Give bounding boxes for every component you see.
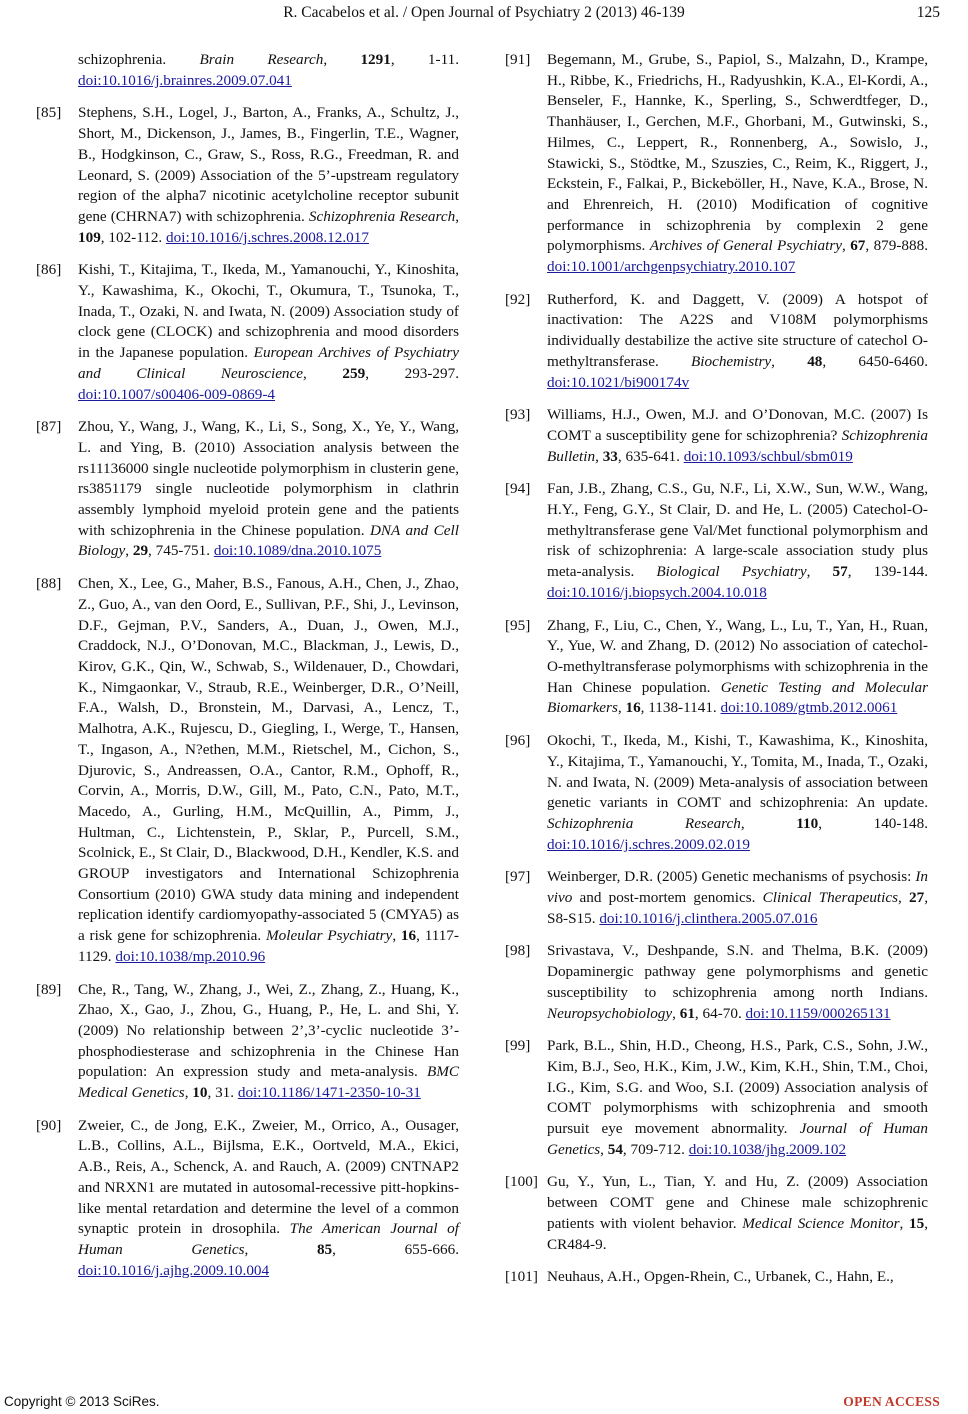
volume-number: 67 [850,237,866,255]
reference-entry [505,731,928,855]
reference-text: , [740,814,797,832]
reference-text: schizophrenia. [78,51,200,68]
reference-text: , 879-888. [865,237,929,255]
reference-text: Zhang, F., Liu, C., Chen, Y., Wang, L., Lu, T., Yan, H., Ruan, Y., Yue, W. and Zhang, D. (2012) No association of catechol-O-methyltransferase polymorphisms with schizophrenia in the Han Chinese population. [547,616,928,696]
reference-text: , [617,699,626,717]
volume-number: 57 [832,563,848,581]
reference-text: Srivastava, V., Deshpande, S.N. and Thelma, B.K. (2009) Dopaminergic pathway gene polymorphisms and genetic susceptibility to schizophrenia among north Indians. [547,942,928,1001]
reference-text: , 1-11. [390,51,459,68]
reference-entry [505,1036,928,1160]
reference-number: [101] [505,1268,538,1286]
doi-link[interactable]: doi:10.1021/bi900174v [547,373,690,391]
journal-title: BMC Medical Genetics [78,1063,459,1102]
doi-link[interactable]: doi:10.1089/gtmb.2012.0061 [720,699,898,717]
reference-entry [36,103,459,248]
volume-number: 33 [602,447,618,465]
reference-text: Park, B.L., Shin, H.D., Cheong, H.S., Park, C.S., Sohn, J.W., Kim, B.J., Seo, H.K., Kim, J.W., Kim, K.H., Shin, T.M., Choi, I.G., Kim, S.G. and Woo, S.I. (2009) Association analysis of COMT polymorphisms with schizophrenia and smooth pursuit eye movement abnormality. [547,1037,928,1138]
journal-title: Neuropsychobiology [547,1004,673,1022]
reference-number: [86] [36,261,62,279]
reference-number: [90] [36,1116,62,1134]
journal-title: Brain Research [199,51,324,68]
doi-link[interactable]: doi:10.1089/dna.2010.1075 [213,542,382,560]
journal-title: Genetic Testing and Molecular Biomarkers [547,678,928,717]
doi-link[interactable]: doi:10.1186/1471-2350-10-31 [237,1084,421,1102]
reference-text: , [600,1140,608,1158]
journal-title: Archives of General Psychiatry [649,237,842,255]
reference-text: and post-mortem genomics. [572,889,763,907]
reference-text: , [898,889,910,907]
reference-text: Rutherford, K. and Daggett, V. (2009) A hotspot of inactivation: The A22S and V108M polymorphisms individually destabilize the active site structure of catechol O-methyltransferase. [547,290,928,370]
volume-number: 48 [807,352,823,370]
reference-text: , 6450-6460. [822,352,929,370]
reference-entry [505,867,928,929]
journal-title: In vivo [547,868,928,907]
open-access-label: OPEN ACCESS [843,1394,940,1409]
reference-text: , [899,1214,910,1232]
doi-link[interactable]: doi:10.1159/000265131 [745,1004,891,1022]
reference-text: Begemann, M., Grube, S., Papiol, S., Malzahn, D., Krampe, H., Ribbe, K., Friedrichs, H., Radyushkin, K.A., El-Kordi, A., Benseler, F., Hannke, K., Sperling, S., Schwerdtfeger, D., Thanhäuser, I., Gerchen, M.F., Ghorbani, M., Gutwinski, S., Hilmes, C., Leppert, R., Ronnenberg, A., Sowislo, J., Stawicki, S., Stödtke, M., Szuszies, C., Reim, K., Riggert, J., Eckstein, F., Falkai, P., Bickeböller, H., Nave, K.A., Brose, N. and Ehrenreich, H. (2010) Modification of cognitive performance in schizophrenia by complexin 2 gene polymorphisms. [547,51,928,255]
reference-entry [36,574,459,967]
reference-entry [505,405,928,467]
doi-link[interactable]: doi:10.1038/jhg.2009.102 [688,1140,847,1158]
reference-text: Kishi, T., Kitajima, T., Ikeda, M., Yamanouchi, Y., Kinoshita, Y., Kawashima, K., Okochi, T., Okumura, T., Tsunoka, T., Inada, T., Ozaki, N. and Iwata, N. (2009) Association study of clock gene (CLOCK) and schizophrenia and mood disorders in the Japanese population. [78,261,459,362]
reference-text: , [303,364,343,382]
reference-text: Stephens, S.H., Logel, J., Barton, A., Franks, A., Schultz, J., Short, M., Dickenson, J., James, B., Fingerlin, T.E., Wagner, B., Hodgkinson, C., Graw, S., Ross, R.G., Freedman, R. and Leonard, S. (2009) Association of the 5’-upstream regulatory region of the alpha7 nicotinic acetylcholine receptor subunit gene (CHRNA7) with schizophrenia. [78,104,459,225]
journal-title: Schizophrenia Research [547,814,741,832]
reference-text: , [771,352,808,370]
reference-text: , 745-751. [148,542,214,560]
volume-number: 85 [316,1240,333,1258]
volume-number: 110 [796,814,819,832]
reference-text: , [125,542,133,560]
reference-text: Williams, H.J., Owen, M.J. and O’Donovan, M.C. (2007) Is COMT a susceptibility gene for schizophrenia? [547,406,928,444]
reference-text: , 293-297. [365,364,460,382]
reference-text: , [323,51,361,68]
reference-number: [93] [505,406,531,424]
journal-title: Biochemistry [691,352,772,370]
reference-text: , 64-70. [694,1004,746,1022]
reference-text: , CR484-9. [547,1214,928,1253]
volume-number: 15 [909,1214,925,1232]
reference-text: , 635-641. [617,447,684,465]
reference-text: Zweier, C., de Jong, E.K., Zweier, M., Orrico, A., Ousager, L.B., Collins, A.L., Bijlsma, E.K., Oortveld, M.A., Ekici, A.B., Reis, A., Schenck, A. and Rauch, A. (2009) CNTNAP2 and NRXN1 are mutated in autosomal-recessive pitt-hopkins-like mental retardation and determine the level of a common synaptic protein in drosophila. [78,1116,459,1238]
reference-text: Zhou, Y., Wang, J., Wang, K., Li, S., Song, X., Ye, Y., Wang, L. and Ying, B. (2010) Association analysis between the rs11136000 single nucleotide polymorphism in clusterin gene, rs3851179 single nucleotide polymorphism in clathrin assembly lymphoid myeloid protein gene and the patients with schizophrenia in the Chinese population. [78,418,459,539]
reference-text: Okochi, T., Ikeda, M., Kishi, T., Kawashima, K., Kinoshita, Y., Kitajima, T., Yamanouchi, Y., Tomita, M., Inada, T., Ozaki, N. and Iwata, N. (2009) Meta-analysis of association between genetic variants in COMT and schizophrenia: An update. [547,732,928,812]
volume-number: 27 [909,889,925,907]
reference-entry [36,980,459,1104]
reference-number: [85] [36,104,62,122]
journal-title: Schizophrenia Research [308,207,456,225]
reference-text: , 709-712. [622,1140,689,1158]
reference-number: [100] [505,1173,538,1191]
reference-number: [87] [36,418,62,436]
reference-number: [94] [505,480,531,498]
copyright-notice: Copyright © 2013 SciRes. [4,1394,160,1409]
reference-text: , [244,1240,317,1258]
reference-text: , [455,207,459,225]
journal-title: European Archives of Psychiatry and Clinical Neuroscience [78,344,459,382]
reference-text: , S8-S15. [547,889,928,927]
reference-text: , [842,237,851,255]
reference-number: [91] [505,51,531,68]
journal-title: Moleular Psychiatry [266,927,393,945]
doi-link[interactable]: doi:10.1001/archgenpsychiatry.2010.107 [547,258,796,276]
reference-number: [96] [505,732,531,750]
reference-column-right [505,50,928,1300]
reference-number: [97] [505,868,531,886]
reference-text: Neuhaus, A.H., Opgen-Rhein, C., Urbanek, C., Hahn, E., [547,1268,894,1286]
reference-text: Che, R., Tang, W., Zhang, J., Wei, Z., Zhang, Z., Huang, K., Zhao, X., Gao, J., Zhou, G., Huang, P., He, L. and Shi, Y. (2009) No relationship between 2’,3’-cyclic nucleotide 3’-phosphodiesterase and schizophrenia in the Chinese Han population: An expression study and meta-analysis. [78,980,459,1081]
journal-title: Biological Psychiatry [656,563,807,581]
journal-title: DNA and Cell Biology [78,521,459,560]
page-number: 125 [916,4,940,21]
doi-link[interactable]: doi:10.1007/s00406-009-0869-4 [78,385,276,403]
journal-title: Schizophrenia Bulletin [547,426,928,465]
reference-text: , [595,447,603,465]
volume-number: 16 [400,927,417,945]
doi-link[interactable]: doi:10.1016/j.biopsych.2004.10.018 [547,583,767,601]
running-title: R. Cacabelos et al. / Open Journal of Psychiatry 2 (2013) 46-139 [283,4,685,21]
doi-link[interactable]: doi:10.1093/schbul/sbm019 [683,447,853,465]
volume-number: 16 [625,699,641,717]
reference-text: , 31. [207,1084,238,1102]
reference-entry [505,1172,928,1255]
journal-title: Medical Science Monitor [742,1214,900,1232]
reference-entry [505,1267,928,1288]
volume-number: 109 [78,228,101,246]
reference-number: [92] [505,290,531,308]
volume-number: 10 [192,1084,208,1102]
reference-entry [505,616,928,720]
reference-text: Gu, Y., Yun, L., Tian, Y. and Hu, Z. (2009) Association between COMT gene and Chinese male schizophrenic patients with violent behavior. [547,1173,928,1232]
volume-number: 61 [679,1004,695,1022]
reference-text: , 1117-1129. [78,927,459,965]
reference-text: , [184,1084,193,1102]
volume-number: 29 [132,542,149,560]
doi-link[interactable]: doi:10.1016/j.brainres.2009.07.041 [78,71,292,89]
journal-title: Clinical Therapeutics [762,889,899,907]
reference-number: [88] [36,575,62,593]
journal-title: Journal of Human Genetics [547,1120,928,1158]
reference-text: , [806,563,833,581]
reference-entry [36,260,459,405]
reference-entry [505,941,928,1024]
reference-text: , [392,927,401,945]
doi-link[interactable]: doi:10.1016/j.schres.2008.12.017 [166,228,369,246]
reference-text: , 140-148. [818,814,929,832]
reference-text: , 139-144. [847,563,929,581]
reference-entry [505,479,928,603]
reference-text: , 1138-1141. [640,699,721,717]
volume-number: 54 [607,1140,623,1158]
reference-text: Weinberger, D.R. (2005) Genetic mechanisms of psychosis: [547,868,916,886]
reference-entry [505,290,928,394]
reference-text: Chen, X., Lee, G., Maher, B.S., Fanous, A.H., Chen, J., Zhao, Z., Guo, A., van den Oord, E., Sullivan, P.F., Shi, J., Levinson, D.F., Gejman, P.V., Sanders, A., Duan, J., Owen, M.J., Craddock, N.J., O’Donovan, M.C., Blackman, J., Lewis, D., Kirov, G.K., Qin, W., Schwab, S., Wildenauer, D., Chowdari, K., Nimgaonkar, V., Straub, R.E., Weinberger, D.R., O’Neill, F.A., Walsh, D., Bronstein, M., Darvasi, A., Lencz, T., Malhotra, A.K., Rujescu, D., Giegling, I., Werge, T., Hansen, T., Ingason, A., N?ethen, M.M., Rietschel, M., Cichon, S., Djurovic, S., Andreassen, O.A., Cantor, R.M., Ophoff, R., Corvin, A., Morris, D.W., Gill, M., Pato, C.N., Pato, M.T., Macedo, A., Gurling, H.M., McQuillin, A., Pimm, J., Hultman, C., Lichtenstein, P., Sklar, P., Purcell, S.M., Scolnick, E., St Clair, D., Blackwood, D.H., Kendler, K.S. and GROUP investigators and International Schizophrenia Consortium (2010) GWA study data mining and independent replication identify cardiomyopathy-associated 5 (CMYA5) as a risk gene for schizophrenia. [78,575,459,945]
reference-entry [36,417,459,562]
reference-column-left [36,50,459,1293]
doi-link[interactable]: doi:10.1038/mp.2010.96 [115,947,266,965]
doi-link[interactable]: doi:10.1016/j.ajhg.2009.10.004 [78,1261,270,1279]
journal-title: The American Journal of Human Genetics [78,1220,459,1258]
reference-text: , 655-666. [332,1240,460,1258]
volume-number: 1291 [360,51,391,68]
doi-link[interactable]: doi:10.1016/j.clinthera.2005.07.016 [599,909,818,927]
reference-entry [36,50,459,91]
volume-number: 259 [342,364,366,382]
reference-text: , 102-112. [100,228,167,246]
reference-number: [98] [505,942,531,960]
reference-text: Fan, J.B., Zhang, C.S., Gu, N.F., Li, X.W., Sun, W.W., Wang, H.Y., Feng, G.Y., St Clair, D. and He, L. (2005) Catechol-O-methyltransferase gene Val/Met functional polymorphism and risk of schizophrenia: A large-scale association study plus meta-analysis. [547,480,928,581]
reference-entry [36,1116,459,1282]
doi-link[interactable]: doi:10.1016/j.schres.2009.02.019 [547,835,750,853]
reference-number: [89] [36,980,62,998]
reference-text: , [672,1004,680,1022]
reference-number: [95] [505,616,531,634]
reference-entry [505,50,928,278]
running-header [0,4,968,26]
reference-number: [99] [505,1037,531,1055]
